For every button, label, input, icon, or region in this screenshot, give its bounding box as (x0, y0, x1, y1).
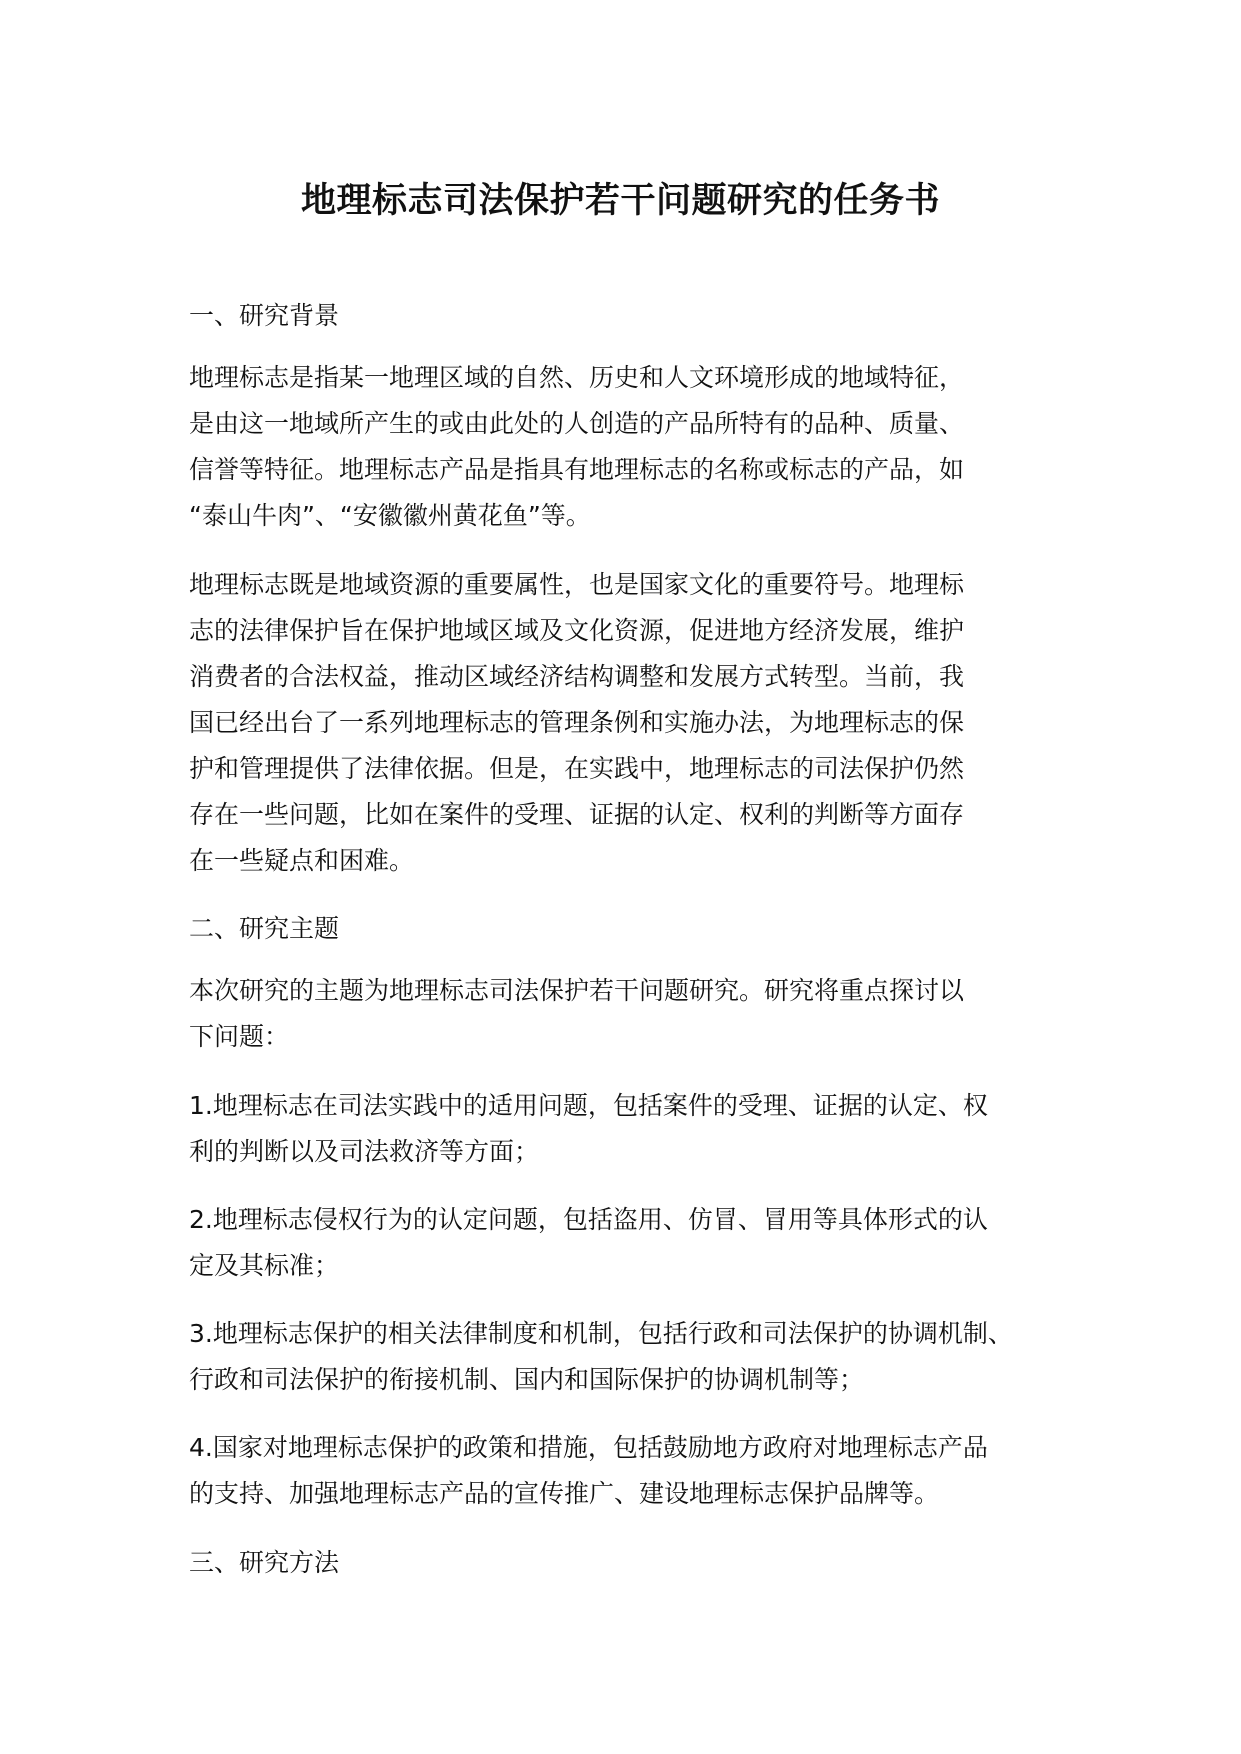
paragraph-line: 定及其标准； (189, 1251, 340, 1280)
paragraph-line: 行政和司法保护的衔接机制、国内和国际保护的协调机制等； (189, 1365, 865, 1394)
paragraph-line: 的支持、加强地理标志产品的宣传推广、建设地理标志保护品牌等。 (189, 1479, 940, 1508)
list-item (189, 1083, 988, 1175)
paragraph-line: 利的判断以及司法救济等方面； (189, 1137, 540, 1166)
document-title: 地理标志司法保护若干问题研究的任务书 (300, 181, 940, 221)
list-item (189, 1197, 988, 1289)
section-heading: 三、研究方法 (189, 1548, 340, 1577)
paragraph-definition (189, 355, 964, 539)
paragraph-line: 护和管理提供了法律依据。但是，在实践中，地理标志的司法保护仍然 (189, 754, 965, 783)
paragraph-line: 在一些疑点和困难。 (189, 846, 415, 875)
paragraph-line: 地理标志是指某一地理区域的自然、历史和人文环境形成的地域特征， (189, 363, 965, 392)
section-heading-background (189, 906, 339, 952)
paragraph-line: 下问题： (189, 1022, 290, 1051)
section-heading: 二、研究主题 (189, 914, 340, 943)
paragraph-line: 存在一些问题，比如在案件的受理、证据的认定、权利的判断等方面存 (189, 800, 965, 829)
section-heading: 一、研究背景 (189, 301, 340, 330)
paragraph-line: 国已经出台了一系列地理标志的管理条例和实施办法，为地理标志的保 (189, 708, 965, 737)
list-item (189, 1425, 988, 1517)
paragraph-importance (189, 562, 964, 884)
paragraph-line: 地理标志既是地域资源的重要属性，也是国家文化的重要符号。地理标 (189, 570, 965, 599)
paragraph-topic (189, 968, 964, 1060)
paragraph-line: 2.地理标志侵权行为的认定问题，包括盗用、仿冒、冒用等具体形式的认 (189, 1205, 988, 1234)
paragraph-line: 是由这一地域所产生的或由此处的人创造的产品所特有的品种、质量、 (189, 409, 965, 438)
section-heading-background (189, 293, 339, 339)
paragraph-line: “泰山牛肉”、“安徽徽州黄花鱼”等。 (189, 501, 591, 530)
paragraph-line: 3.地理标志保护的相关法律制度和机制，包括行政和司法保护的协调机制、 (189, 1319, 1013, 1348)
list-item (189, 1311, 1013, 1403)
paragraph-line: 1.地理标志在司法实践中的适用问题，包括案件的受理、证据的认定、权 (189, 1091, 988, 1120)
paragraph-line: 志的法律保护旨在保护地域区域及文化资源，促进地方经济发展，维护 (189, 616, 965, 645)
section-heading-background (189, 1540, 339, 1586)
paragraph-line: 本次研究的主题为地理标志司法保护若干问题研究。研究将重点探讨以 (189, 976, 965, 1005)
paragraph-line: 4.国家对地理标志保护的政策和措施，包括鼓励地方政府对地理标志产品 (189, 1433, 988, 1462)
paragraph-line: 消费者的合法权益，推动区域经济结构调整和发展方式转型。当前，我 (189, 662, 965, 691)
paragraph-line: 信誉等特征。地理标志产品是指具有地理标志的名称或标志的产品，如 (189, 455, 965, 484)
